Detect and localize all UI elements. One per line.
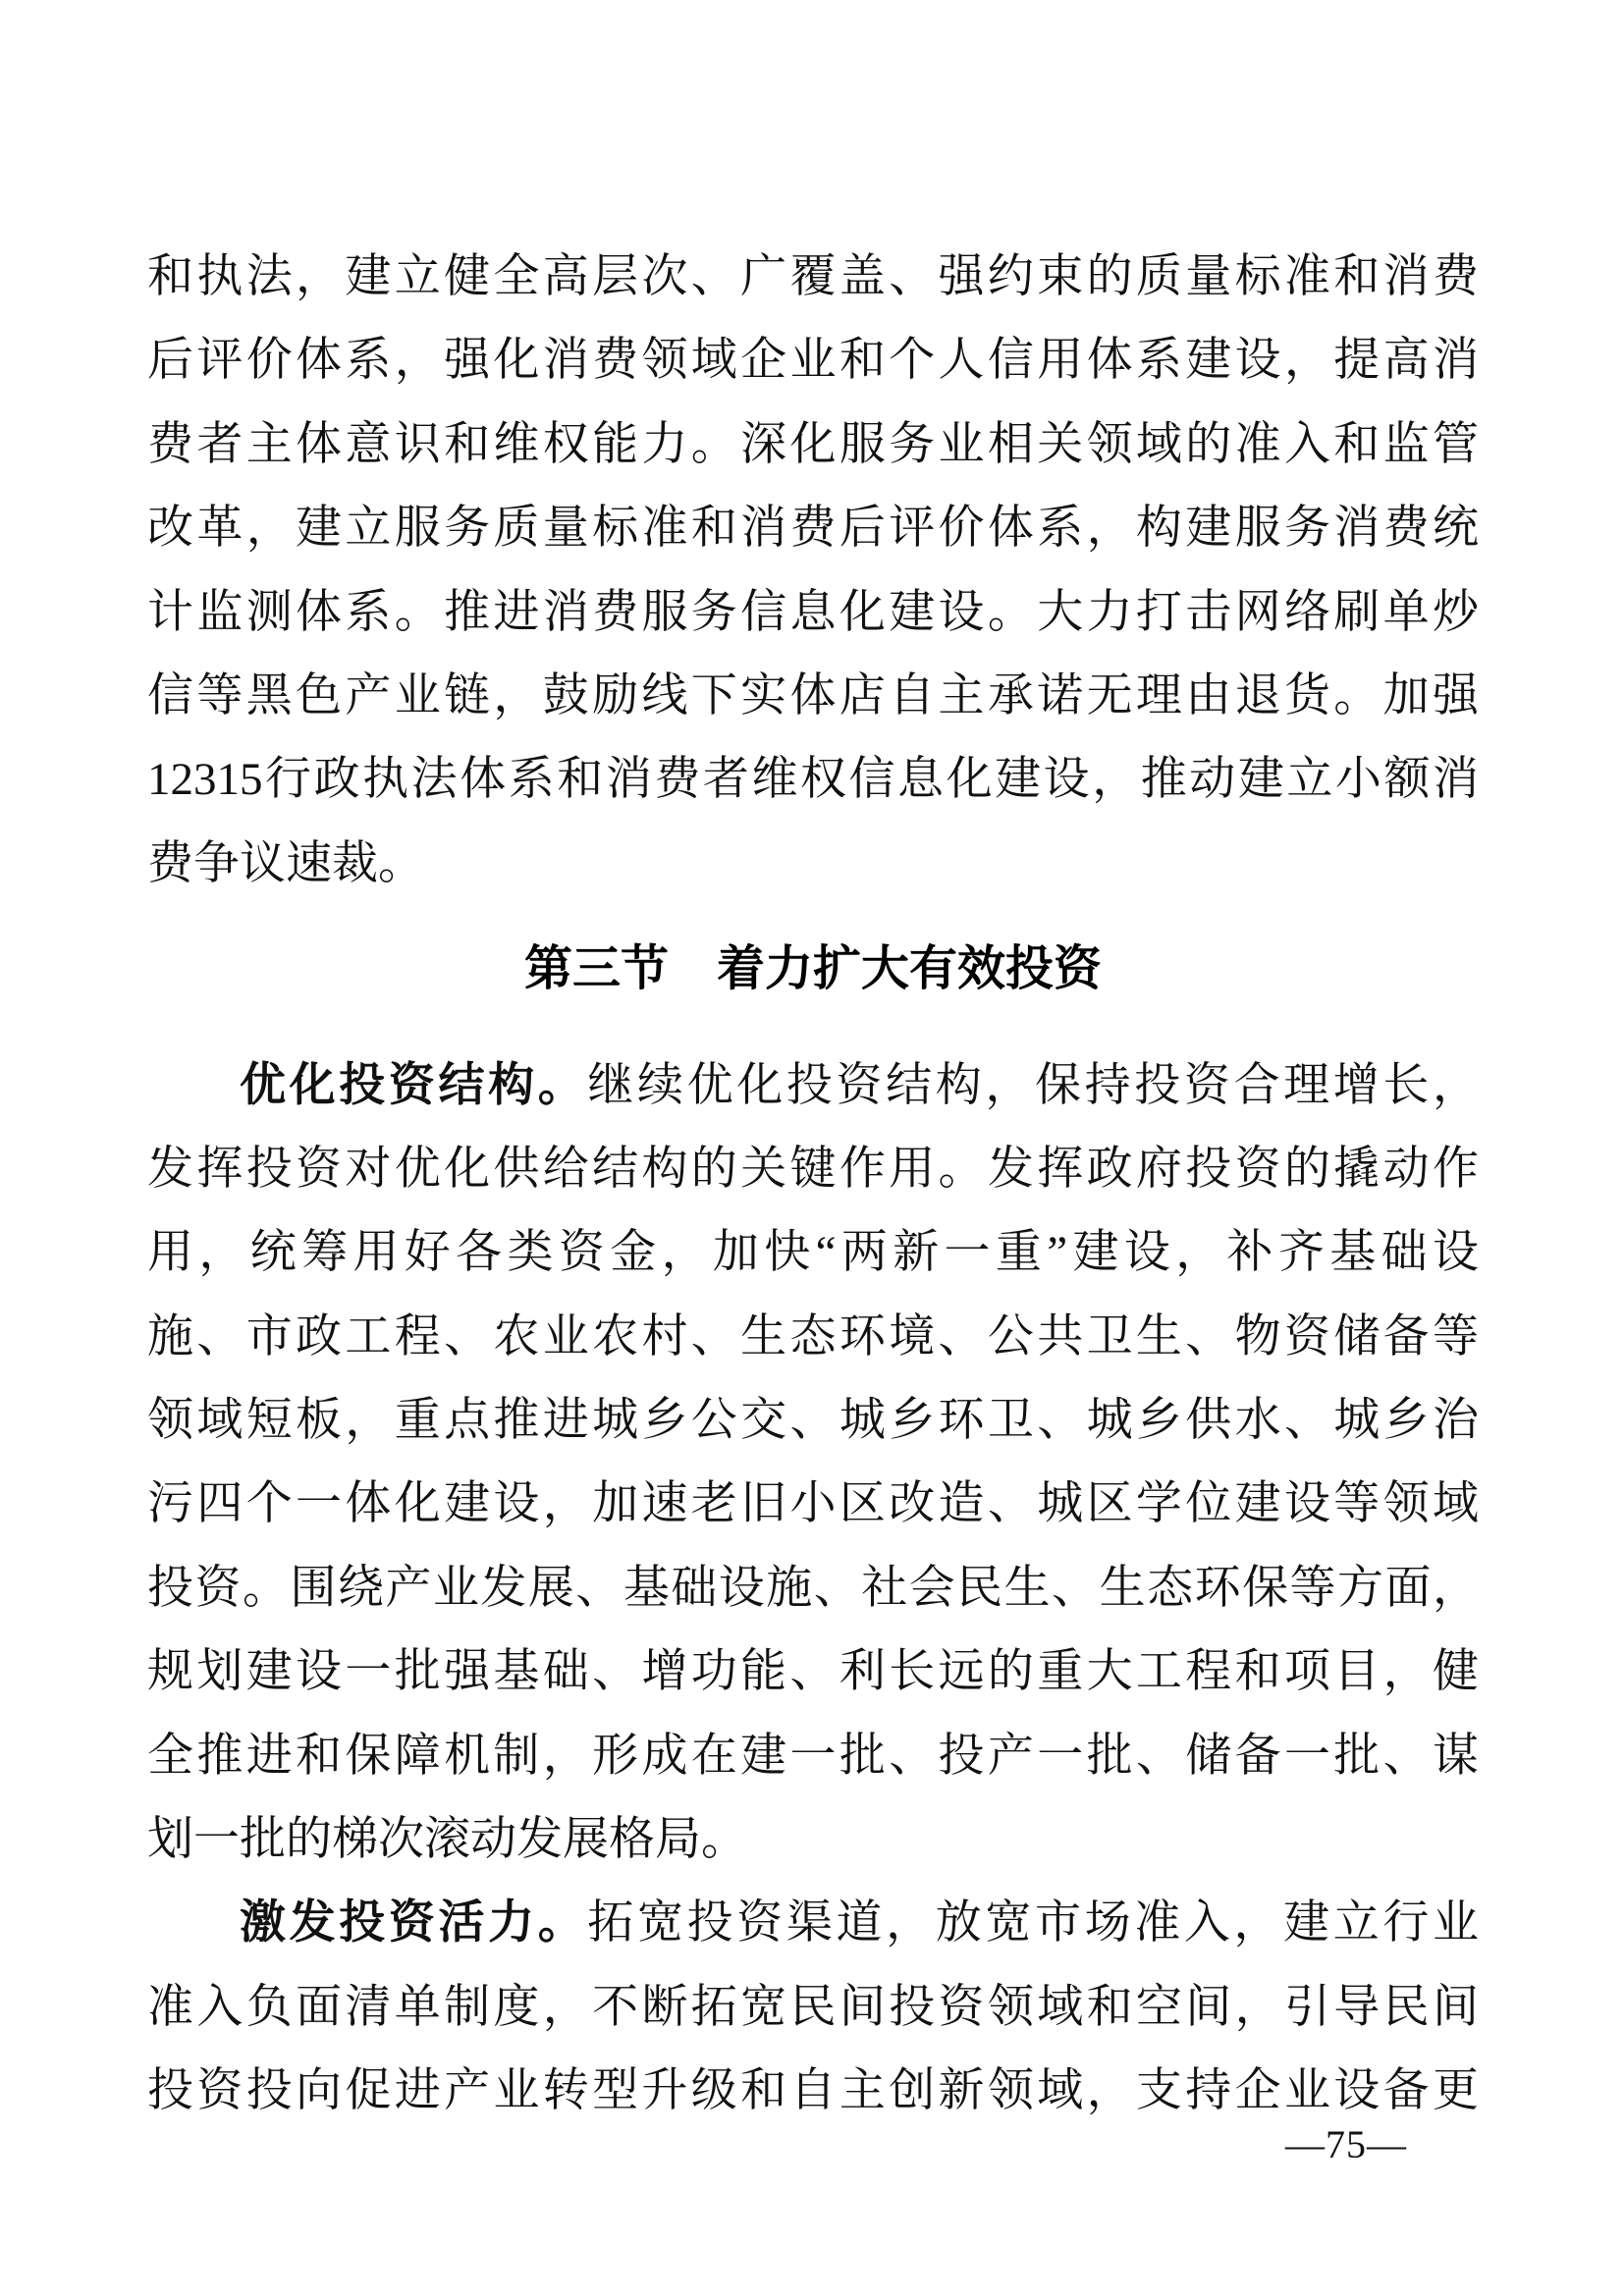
line-text: 费者主体意识和维权能力。深化服务业相关领域的准入和监管 [147,418,1479,470]
text-line [147,1211,1479,1295]
text-line [147,738,1479,822]
line-text: 施、市政工程、农业农村、生态环境、公共卫生、物资储备等 [147,1310,1479,1362]
text-line [147,319,1479,402]
line-text: 继续优化投资结构，保持投资合理增长， [587,1059,1479,1111]
line-text: 后评价体系，强化消费领域企业和个人信用体系建设，提高消 [147,335,1479,387]
text-line [147,1798,1479,1882]
text-line [147,1128,1479,1211]
text-line [147,487,1479,570]
line-text: 计监测体系。推进消费服务信息化建设。大力打击网络刷单炒 [147,586,1479,638]
line-text: 费争议速裁。 [147,837,424,889]
paragraph-optimize-investment-structure [147,1044,1479,1883]
line-text: 划一批的梯次滚动发展格局。 [147,1814,747,1866]
text-line [147,1044,1479,1128]
line-text: 领域短板，重点推进城乡公交、城乡环卫、城乡供水、城乡治 [147,1395,1479,1447]
line-text: 发挥投资对优化供给结构的关键作用。发挥政府投资的撬动作 [147,1143,1479,1195]
line-text: 信等黑色产业链，鼓励线下实体店自主承诺无理由退货。加强 [147,669,1479,721]
page-number: —75— [1285,2122,1407,2166]
text-column [147,236,1479,2134]
text-line [147,1630,1479,1714]
line-text: 投资。围绕产业发展、基础设施、社会民生、生态环保等方面， [147,1562,1479,1614]
line-text: 规划建设一批强基础、增功能、利长远的重大工程和项目，健 [147,1646,1479,1698]
line-lead-bold: 优化投资结构。 [240,1059,588,1111]
line-text: 12315行政执法体系和消费者维权信息化建设，推动建立小额消 [147,754,1479,806]
text-line [147,2050,1479,2133]
line-text: 改革，建立服务质量标准和消费后评价体系，构建服务消费统 [147,503,1479,555]
text-line [147,1296,1479,1379]
text-line [147,823,1479,906]
line-text: 拓宽投资渠道，放宽市场准入，建立行业 [587,1897,1479,1949]
text-line [147,403,1479,487]
paragraph-stimulate-investment-vitality [147,1882,1479,2133]
line-text: 和执法，建立健全高层次、广覆盖、强约束的质量标准和消费 [147,251,1479,302]
text-line [147,1379,1479,1463]
line-lead-bold: 激发投资活力。 [240,1897,588,1949]
line-text: 准入负面清单制度，不断拓宽民间投资领域和空间，引导民间 [147,1981,1479,2033]
text-line [147,571,1479,655]
text-line [147,655,1479,738]
paragraph-consumer-protection [147,236,1479,906]
line-text: 投资投向促进产业转型升级和自主创新领域，支持企业设备更 [147,2065,1479,2117]
text-line [147,236,1479,319]
text-line [147,1882,1479,1965]
text-line [147,1715,1479,1798]
line-text: 全推进和保障机制，形成在建一批、投产一批、储备一批、谋 [147,1730,1479,1782]
text-line [147,1547,1479,1630]
line-text: 污四个一体化建设，加速老旧小区改造、城区学位建设等领域 [147,1478,1479,1530]
line-text: 用，统筹用好各类资金，加快“两新一重”建设，补齐基础设 [147,1227,1479,1279]
section-heading: 第三节 着力扩大有效投资 [523,942,1102,996]
text-line [147,1463,1479,1546]
text-line [147,1966,1479,2050]
